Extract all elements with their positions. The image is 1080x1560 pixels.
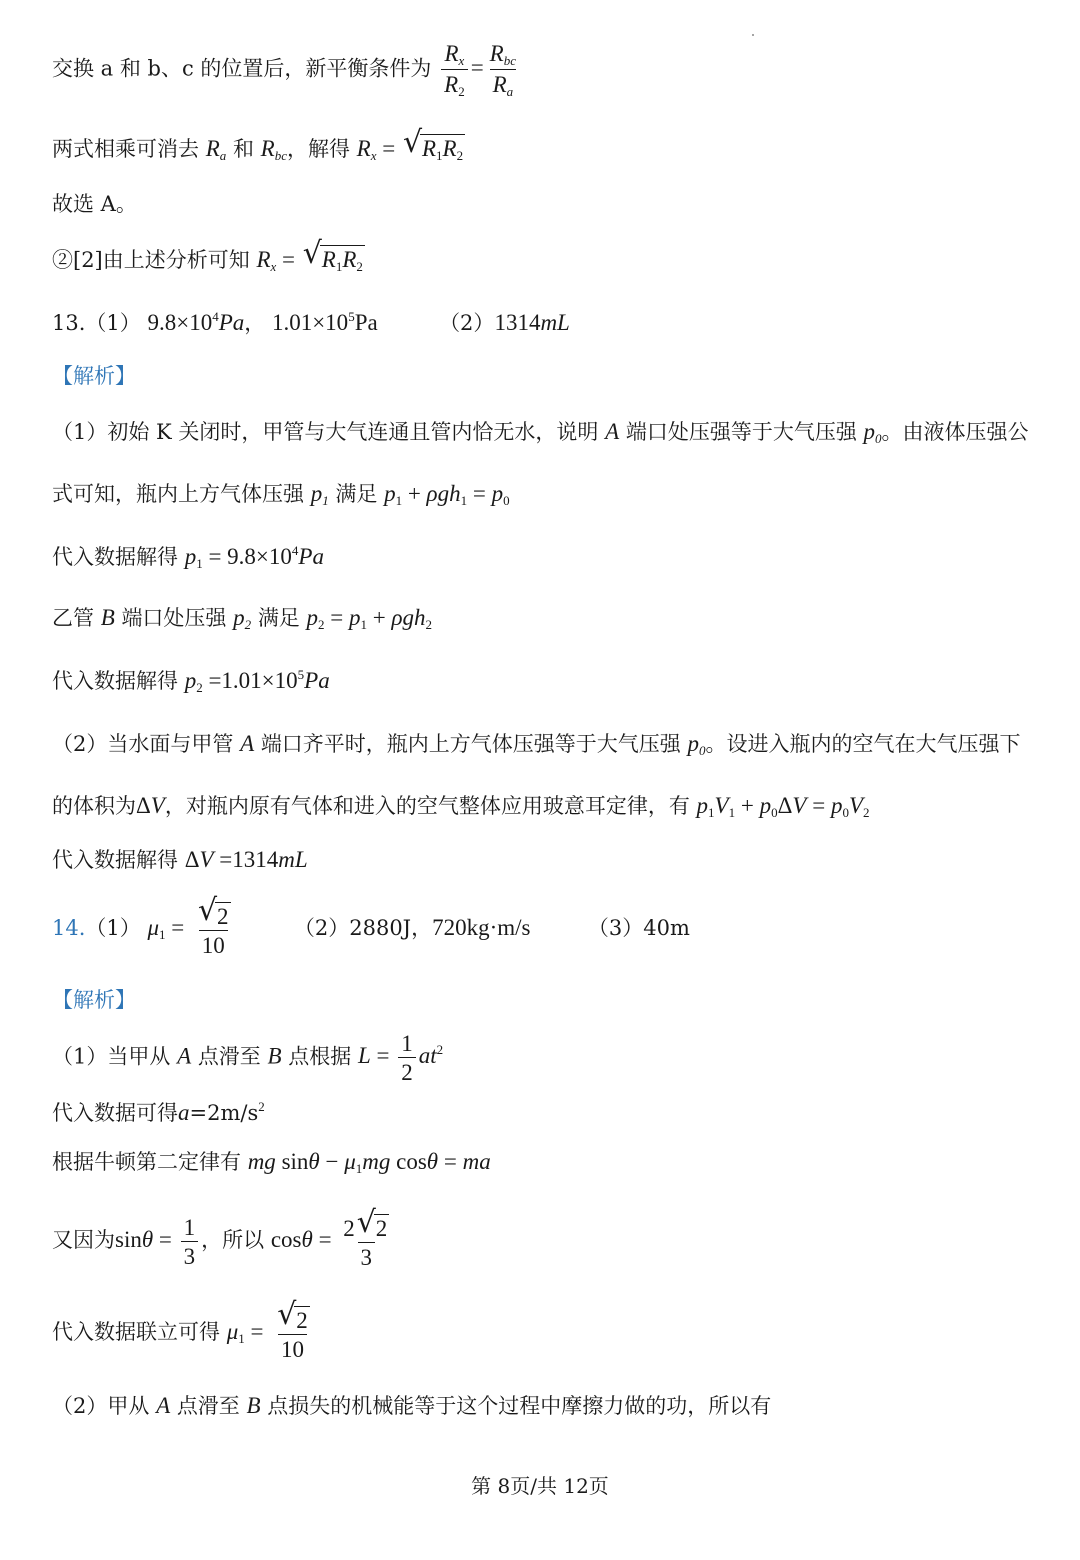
text: （2）甲从 [52,1394,150,1418]
text: 故选 A。 [52,192,137,216]
exponent: 4 [291,543,299,558]
text: （1）当甲从 [52,1044,171,1069]
formula-balance: $\frac{R_x}{R_2}$ = $\frac{R_{bc}}{R_a}$ [438,55,522,80]
exponent: 5 [348,309,355,324]
text: 代入数据解得 [52,848,178,872]
text: 和 [232,137,254,161]
text: 满足 [335,482,378,506]
q14-line-1: （1）当甲从 A 点滑至 B 点根据 L = $\frac{1}{2}$ $at^2$ [52,1031,444,1085]
q13-answers: 13.（1） $9.8\times 10^4Pa$， $1.01\times 10^5Pa$ （2）1314mL [52,309,570,335]
text: （2） [439,311,495,335]
exponent: 2 [258,1099,265,1114]
text: （2）2880J， [293,915,433,940]
text: 满足 [257,606,300,630]
text: 。设进入瓶内的空气在大气压强下 [705,732,1021,756]
q13-line-7: 的体积为ΔV，对瓶内原有气体和进入的空气整体应用玻意耳定律，有 $p_1V_1 + p_0\Delta V = p_0V_2$ [52,793,870,820]
exponent: 4 [212,309,219,324]
value: 9.8×10 [147,310,213,335]
text: 乙管 [52,606,94,630]
line-swap-condition [52,42,522,98]
unit: Pa [298,544,324,569]
q14-answers: 14.（1） $\mu_1$ = √ $\frac{2}{10}$ （2）2880J，720kg·m/s （3）40m [52,902,690,957]
text: 点滑至 [176,1394,240,1418]
text: （1） [85,311,141,335]
text: 代入数据解得 [52,545,178,569]
text: 的体积为 [52,794,136,818]
unit: Pa [354,310,378,335]
q13-line-8: 代入数据解得 ΔV =1314mL [52,847,308,872]
text: 代入数据解得 [52,669,178,693]
value: 10 [199,930,228,957]
exponent: 5 [297,667,305,682]
text: （3）40m [587,915,690,940]
line-answer-a [52,194,137,215]
line-multiply: 两式相乘可消去 $R_a$ 和 $R_{bc}$，解得 $R_x$ = √ $R_1R_2$ [52,134,465,162]
text: 端口处压强 [121,606,227,630]
text: 端口处压强等于大气压强 [625,420,857,444]
value: 1314 [232,847,279,872]
text: 端口齐平时，瓶内上方气体压强等于大气压强 [260,732,681,756]
text: （1）初始 K 关闭时，甲管与大气连通且管内恰无水，说明 [52,420,599,444]
line-analysis-2: ②[2]由上述分析可知 $R_x$ = √ $R_1R_2$ [52,245,365,273]
text: ，所以 [201,1227,265,1252]
value: 1.01×10 [221,668,298,693]
text: 。由液体压强公 [881,420,1029,444]
q13-line-6: （2）当水面与甲管 A 端口齐平时，瓶内上方气体压强等于大气压强 $p_0$。设进入瓶内的空气在大气压强下 [52,731,1021,758]
unit: mL [540,310,570,335]
value: 2 [217,904,229,929]
text: 代入数据可得 [52,1101,178,1125]
text: 代入数据联立可得 [52,1319,220,1344]
text: 点损失的机械能等于这个过程中摩擦力做的功，所以有 [267,1394,772,1418]
q14-line-3: 根据牛顿第二定律有 mg $\sin\theta - \mu_1mg$ cosθ = ma [52,1149,491,1176]
value: 1314 [494,310,541,335]
text: （2）当水面与甲管 [52,732,234,756]
q14-line-2: 代入数据可得$a=2m/s^2$ [52,1099,265,1125]
section-label-jiexi: 【解析】 [52,364,136,388]
text: =2m/s [189,1101,259,1125]
text: （1） [85,915,141,940]
q14-line-6: （2）甲从 A 点滑至 B 点损失的机械能等于这个过程中摩擦力做的功，所以有 [52,1393,772,1418]
value: 1.01×10 [271,310,349,335]
text: ，解得 [286,137,350,161]
q13-line-3: 代入数据解得 $p_1 = 9.8\times 10^4Pa$ [52,543,324,571]
q13-line-1: （1）初始 K 关闭时，甲管与大气连通且管内恰无水，说明 A 端口处压强等于大气压强 $p_0$。由液体压强公 [52,419,1029,446]
question-number: 14. [52,915,86,940]
unit: mL [278,847,308,872]
text: 点滑至 [197,1044,261,1069]
text: 两式相乘可消去 [52,137,199,161]
q13-line-5: 代入数据解得 $p_2 =1.01\times 10^5Pa$ [52,667,330,695]
text: 式可知，瓶内上方气体压强 [52,482,304,506]
value: 720kg·m/s [432,914,531,940]
text: 又因为 [52,1227,115,1252]
unit: Pa [218,310,245,335]
q13-line-4: 乙管 B 端口处压强 $p_2$ 满足 $p_2 = p_1 + \rho gh_2$ [52,605,433,632]
unit: Pa [304,668,330,693]
scan-speck [752,34,754,36]
q14-line-5: 代入数据联立可得 $\mu_1$ = √ $\frac{2}{10}$ [52,1306,316,1361]
q13-line-2: 式可知，瓶内上方气体压强 $p_1$ 满足 $p_1 + \rho gh_1 = p_0$ [52,481,510,508]
text: ，对瓶内原有气体和进入的空气整体应用玻意耳定律，有 [164,794,690,818]
text: 点根据 [288,1044,352,1069]
value: 9.8×10 [227,544,292,569]
section-label-jiexi: 【解析】 [52,988,136,1012]
text: ②[2]由上述分析可知 [52,248,250,272]
question-number: 13. [52,311,86,335]
page-footer: 第 8页/共 12页 [471,1474,609,1498]
q14-line-4: 又因为sinθ = $\frac{1}{3}$ ，所以 cosθ = $\frac{2√ 2}{3}$ [52,1214,395,1269]
text: 交换 a 和 b、c 的位置后，新平衡条件为 [52,56,432,81]
text: 根据牛顿第二定律有 [52,1150,241,1174]
